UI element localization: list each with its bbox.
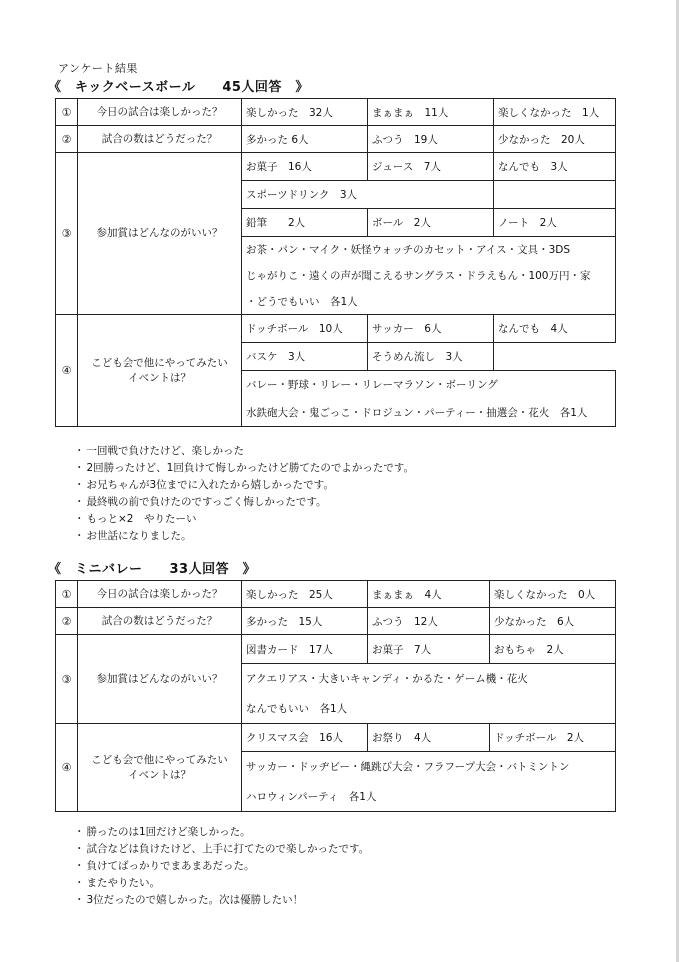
- answer-cell-list: バレー・野球・リレー・リレーマラソン・ボーリング: [242, 371, 616, 399]
- question-number: ②: [56, 608, 78, 635]
- answer-cell: お祭り 4人: [368, 724, 490, 752]
- question-label: 試合の数はどうだった？: [78, 126, 242, 153]
- answer-cell: お菓子 7人: [368, 635, 490, 664]
- table-row: [56, 126, 616, 153]
- list-item: ・ 勝ったのは1回だけど楽しかった。: [74, 824, 369, 841]
- question-number: ③: [56, 635, 78, 724]
- answer-cell: サッカー 6人: [368, 315, 494, 343]
- question-number: ④: [56, 724, 78, 812]
- answer-cell-list: じゃがりこ・遠くの声が聞こえるサングラス・ドラえもん・100万円・家: [242, 263, 616, 289]
- answer-cell-list: 水鉄砲大会・鬼ごっこ・ドロジュン・パーティー・抽選会・花火 各1人: [242, 399, 616, 427]
- question-number: ③: [56, 153, 78, 315]
- answer-cell: おもちゃ 2人: [490, 635, 616, 664]
- answer-cell: なんでも 3人: [494, 153, 616, 181]
- answer-cell: 少なかった 6人: [490, 608, 616, 635]
- answer-cell-empty: [494, 343, 616, 371]
- answer-cell: 楽しかった 32人: [242, 99, 368, 126]
- table-row: [56, 315, 616, 343]
- question-label: 参加賞はどんなのがいい？: [78, 635, 242, 724]
- answer-cell: 鉛筆 2人: [242, 209, 368, 237]
- answer-cell: 図書カード 17人: [242, 635, 368, 664]
- answer-cell-list: ハロウィンパーティ 各1人: [242, 782, 616, 812]
- answer-cell: ボール 2人: [368, 209, 494, 237]
- page-heading: アンケート結果: [58, 62, 138, 75]
- answer-cell: なんでも 4人: [494, 315, 616, 343]
- answer-cell: 多かった 6人: [242, 126, 368, 153]
- answer-cell: クリスマス会 16人: [242, 724, 368, 752]
- question-number: ②: [56, 126, 78, 153]
- comments-minivolley: [74, 824, 369, 909]
- table-row: [56, 608, 616, 635]
- answer-cell: ドッチボール 2人: [490, 724, 616, 752]
- section-title-minivolley: 《 ミニバレー 33人回答 》: [48, 562, 257, 577]
- answer-cell-list: サッカー・ドッヂビー・縄跳び大会・フラフープ大会・バトミントン: [242, 752, 616, 782]
- table-row: [56, 724, 616, 752]
- answer-cell: ふつう 12人: [368, 608, 490, 635]
- table-row: [56, 99, 616, 126]
- answer-cell: バスケ 3人: [242, 343, 368, 371]
- question-label: 今日の試合は楽しかった？: [78, 581, 242, 608]
- question-label: 試合の数はどうだった？: [78, 608, 242, 635]
- question-label: 今日の試合は楽しかった？: [78, 99, 242, 126]
- list-item: ・ 3位だったので嬉しかった。次は優勝したい！: [74, 892, 369, 909]
- list-item: ・ お兄ちゃんが3位までに入れたから嬉しかったです。: [74, 477, 414, 494]
- answer-cell: スポーツドリンク 3人: [242, 181, 494, 209]
- question-number: ①: [56, 99, 78, 126]
- list-item: ・ もっと×2 やりたーい: [74, 511, 414, 528]
- answer-cell: そうめん流し 3人: [368, 343, 494, 371]
- survey-table-minivolley: [55, 580, 616, 812]
- question-label: こども会で他にやってみたい イベントは？: [78, 724, 242, 812]
- question-label: 参加賞はどんなのがいい？: [78, 153, 242, 315]
- answer-cell: ドッチボール 10人: [242, 315, 368, 343]
- answer-cell: お菓子 16人: [242, 153, 368, 181]
- answer-cell-list: なんでもいい 各1人: [242, 694, 616, 724]
- answer-cell: 楽しかった 25人: [242, 581, 368, 608]
- answer-cell: 楽しくなかった 1人: [494, 99, 616, 126]
- answer-cell: 少なかった 20人: [494, 126, 616, 153]
- list-item: ・ 一回戦で負けたけど、楽しかった: [74, 443, 414, 460]
- survey-table-kickbaseball: [55, 98, 616, 427]
- question-label: こども会で他にやってみたい イベントは？: [78, 315, 242, 427]
- answer-cell: ノート 2人: [494, 209, 616, 237]
- list-item: ・ お世話になりました。: [74, 528, 414, 545]
- answer-cell: 楽しくなかった 0人: [490, 581, 616, 608]
- answer-cell-list: お茶・パン・マイク・妖怪ウォッチのカセット・アイス・文具・3DS: [242, 237, 616, 263]
- table-row: [56, 581, 616, 608]
- answer-cell: ジュース 7人: [368, 153, 494, 181]
- answer-cell-list: ・どうでもいい 各1人: [242, 289, 616, 315]
- table-row: [56, 153, 616, 181]
- answer-cell-list: アクエリアス・大きいキャンディ・かるた・ゲーム機・花火: [242, 664, 616, 694]
- list-item: ・ 負けてばっかりでまあまあだった。: [74, 858, 369, 875]
- answer-cell: まぁまぁ 11人: [368, 99, 494, 126]
- list-item: ・ 2回勝ったけど、1回負けて悔しかったけど勝てたのでよかったです。: [74, 460, 414, 477]
- question-number: ④: [56, 315, 78, 427]
- list-item: ・ 試合などは負けたけど、上手に打てたので楽しかったです。: [74, 841, 369, 858]
- list-item: ・ またやりたい。: [74, 875, 369, 892]
- question-number: ①: [56, 581, 78, 608]
- answer-cell-empty: [494, 181, 616, 209]
- table-row: [56, 635, 616, 664]
- section-title-kickbaseball: 《 キックベースボール 45人回答 》: [48, 80, 309, 95]
- answer-cell: まぁまぁ 4人: [368, 581, 490, 608]
- list-item: ・ 最終戦の前で負けたのですっごく悔しかったです。: [74, 494, 414, 511]
- comments-kickbaseball: [74, 443, 414, 545]
- answer-cell: 多かった 15人: [242, 608, 368, 635]
- answer-cell: ふつう 19人: [368, 126, 494, 153]
